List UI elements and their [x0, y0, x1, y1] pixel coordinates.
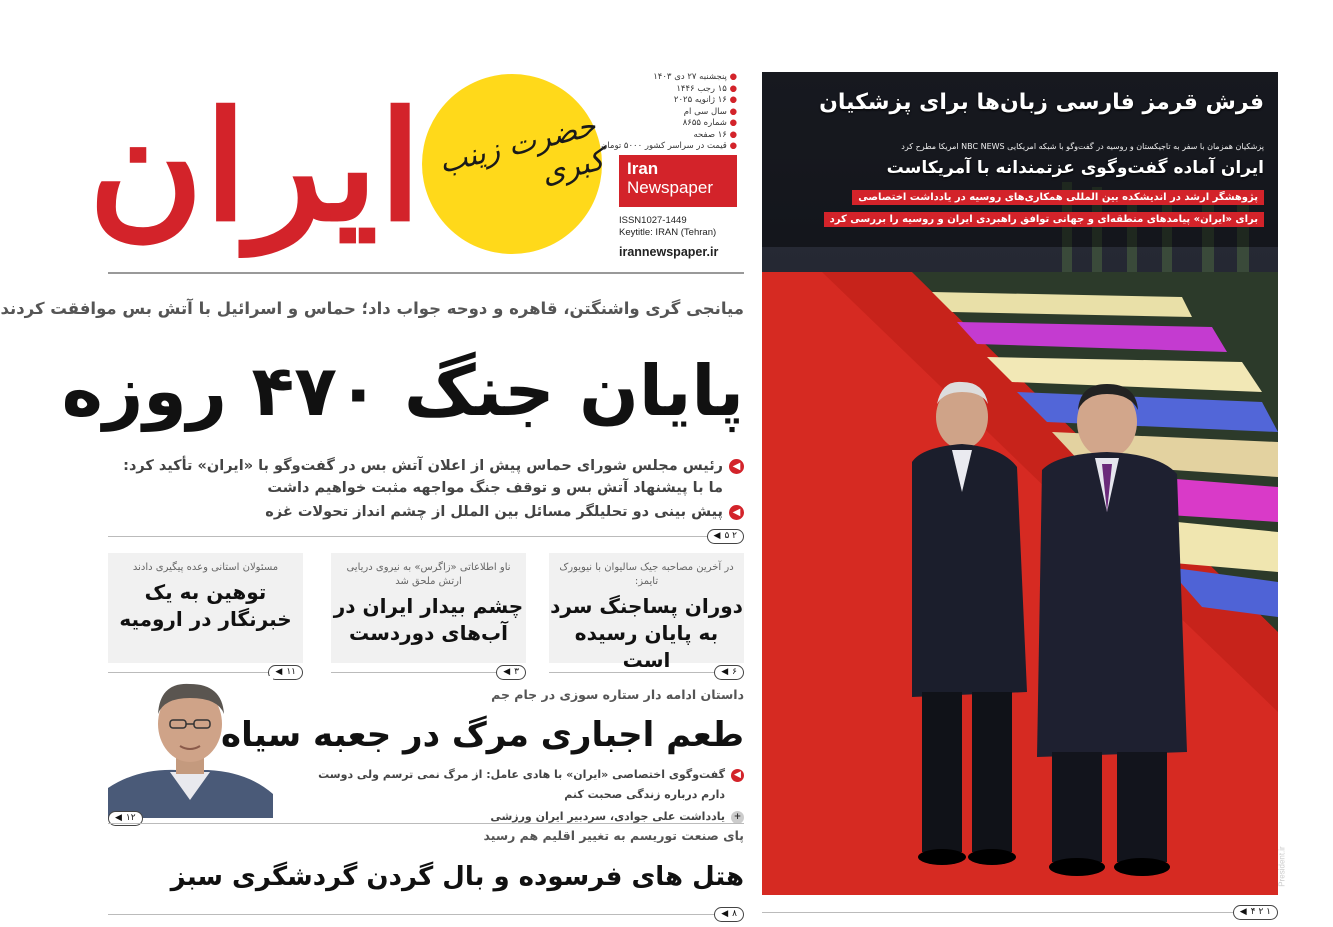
newspaper-logo — [88, 72, 422, 262]
arrow-left-icon: ◀ — [731, 769, 744, 782]
page-ref-pill[interactable] — [714, 907, 744, 922]
column-story-2[interactable] — [331, 553, 526, 663]
arrow-left-icon: ◀ — [729, 459, 744, 474]
main-bullets — [108, 455, 744, 525]
story2-bullets — [293, 765, 744, 829]
date-line: ۱۶ صفحه — [693, 129, 727, 140]
page-reference[interactable] — [108, 906, 744, 922]
price-line: قیمت در سراسر کشور ۵۰۰۰ تومان — [601, 141, 727, 151]
occasion-badge — [422, 74, 608, 254]
logo-text: ایران — [88, 79, 422, 255]
page-numbers: ۶ — [732, 666, 737, 677]
column-kicker: در آخرین مصاحبه جیک سالیوان با نیویورک تایمز: — [559, 562, 734, 587]
page-reference[interactable] — [762, 904, 1278, 920]
badge-text: حضرت زینب کبری — [435, 108, 608, 192]
bullet-text: یادداشت علی جوادی، سردبیر ایران ورزشی — [490, 810, 725, 823]
arrow-left-icon: ◀ — [713, 530, 721, 541]
page-numbers: ۱ ۲ ۴ — [1250, 906, 1271, 917]
page-numbers: ۲ ۵ — [724, 530, 737, 541]
column-story-1[interactable] — [549, 553, 744, 672]
bullet-text: پیش بینی دو تحلیلگر مسائل بین الملل از چشم انداز تحولات غزه — [265, 504, 723, 520]
column-kicker: ناو اطلاعاتی «زاگرس» به نیروی دریایی ارتش ملحق شد — [346, 562, 511, 587]
main-kicker: میانجی گری واشنگتن، قاهره و دوحه جواب داد؛ حماس و اسرائیل با آتش بس موافقت کردند — [0, 299, 744, 318]
issue-info: ● پنجشنبه ۲۷ دی ۱۴۰۳ ● ۱۵ رجب ۱۴۴۶ ● ۱۶ ژانویه ۲۰۲۵ ● سال سی ام ● شماره ۸۶۵۵ ● ۱۶ صفحه ● قیمت در سراسر کشور ۵۰۰۰ تومان — [601, 72, 737, 151]
website-link[interactable]: irannewspaper.ir — [619, 245, 719, 259]
brand-line-1: Iran — [627, 159, 659, 178]
date-line: سال سی ام — [683, 106, 727, 117]
arrow-left-icon: ◀ — [1239, 906, 1247, 917]
page-ref-pill[interactable] — [1233, 905, 1278, 920]
arrow-left-icon: ◀ — [729, 505, 744, 520]
photo-strip-1: پژوهشگر ارشد در اندیشکده بین المللی همکاری‌های روسیه در یادداشت اختصاصی — [852, 190, 1264, 205]
page-numbers: ۸ — [732, 908, 737, 919]
page-ref-pill[interactable] — [707, 529, 744, 544]
divider — [108, 536, 707, 537]
main-headline[interactable]: پایان جنگ ۴۷۰ روزه — [61, 350, 744, 432]
page-reference[interactable] — [549, 664, 744, 680]
section-divider — [108, 823, 744, 824]
page-reference[interactable] — [331, 664, 526, 680]
photo-strip-2: برای «ایران» پیامدهای منطقه‌ای و جهانی توافق راهبردی ایران و روسیه را بررسی کرد — [824, 212, 1264, 227]
bullet-text: رئیس مجلس شورای حماس پیش از اعلان آتش بس در گفت‌وگو با «ایران» تأکید کرد: ما با پیشنهاد آتش بس و توقف جنگ مواجهه مثبت خواهیم داشت — [123, 458, 723, 496]
photo-note: پزشکیان همزمان با سفر به تاجیکستان و روسیه در گفت‌وگو با شبکه امریکایی NBC NEWS امریکا مطرح کرد — [901, 142, 1264, 151]
divider — [108, 672, 268, 673]
story2-kicker: داستان ادامه دار ستاره سوزی در جام جم — [491, 687, 744, 702]
column-headline: توهین به یک خبرنگار در ارومیه — [119, 580, 292, 631]
page-ref-pill[interactable] — [714, 665, 744, 680]
lead-photo[interactable] — [762, 72, 1287, 895]
issn-info — [619, 215, 737, 239]
arrow-left-icon: ◀ — [115, 812, 122, 823]
page-ref-pill[interactable] — [496, 665, 526, 680]
arrow-left-icon: ◀ — [721, 908, 729, 919]
column-story-3[interactable] — [108, 553, 303, 663]
page-numbers: ۱۱ — [286, 666, 296, 677]
issn-line: ISSN1027-1449 — [619, 215, 687, 226]
date-line: پنجشنبه ۲۷ دی ۱۴۰۳ — [653, 72, 727, 82]
list-item[interactable] — [293, 807, 744, 827]
divider — [108, 914, 714, 915]
date-line: شماره ۸۶۵۵ — [682, 118, 727, 128]
list-item[interactable] — [108, 455, 744, 499]
photo-credit: President.ir — [1277, 846, 1287, 887]
list-item[interactable] — [293, 765, 744, 805]
story3-headline[interactable]: هتل های فرسوده و بال گردن گردشگری سبز — [170, 862, 744, 892]
photo-title: فرش قرمز فارسی زبان‌ها برای پزشکیان — [819, 90, 1264, 115]
page-reference[interactable] — [108, 528, 744, 544]
divider — [549, 672, 714, 673]
date-line: ۱۵ رجب ۱۴۴۶ — [676, 83, 727, 94]
bullet-text: گفت‌وگوی اختصاصی «ایران» با هادی عامل: از مرگ نمی ترسم ولی دوست دارم درباره زندگی صحبت کنم — [318, 768, 725, 801]
column-kicker: مسئولان استانی وعده پیگیری دادند — [132, 562, 279, 573]
arrow-left-icon: ◀ — [275, 666, 283, 677]
column-headline: دوران پساجنگ سرد به پایان رسیده است — [550, 594, 743, 672]
story3-kicker: پای صنعت توریسم به تغییر اقلیم هم رسید — [483, 828, 744, 843]
photo-subtitle: ایران آماده گفت‌وگوی عزتمندانه با آمریکاست — [886, 158, 1264, 178]
page-numbers: ۱۲ — [125, 812, 136, 823]
column-headline: چشم بیدار ایران در آب‌های دوردست — [333, 594, 524, 645]
story2-headline[interactable]: طعم اجباری مرگ در جعبه سیاه — [221, 715, 744, 755]
page-ref-pill[interactable] — [268, 665, 303, 680]
divider — [331, 672, 496, 673]
keytitle-line: Keytitle: IRAN (Tehran) — [619, 227, 717, 238]
brand-box — [619, 155, 737, 207]
arrow-left-icon: ◀ — [721, 666, 729, 677]
arrow-left-icon: ◀ — [503, 666, 511, 677]
page-numbers: ۳ — [514, 666, 519, 677]
brand-line-2: Newspaper — [627, 178, 713, 197]
list-item[interactable] — [108, 501, 744, 523]
divider — [762, 912, 1233, 913]
plus-icon: + — [731, 811, 744, 824]
masthead-divider — [108, 272, 744, 274]
date-line: ۱۶ ژانویه ۲۰۲۵ — [673, 95, 727, 105]
